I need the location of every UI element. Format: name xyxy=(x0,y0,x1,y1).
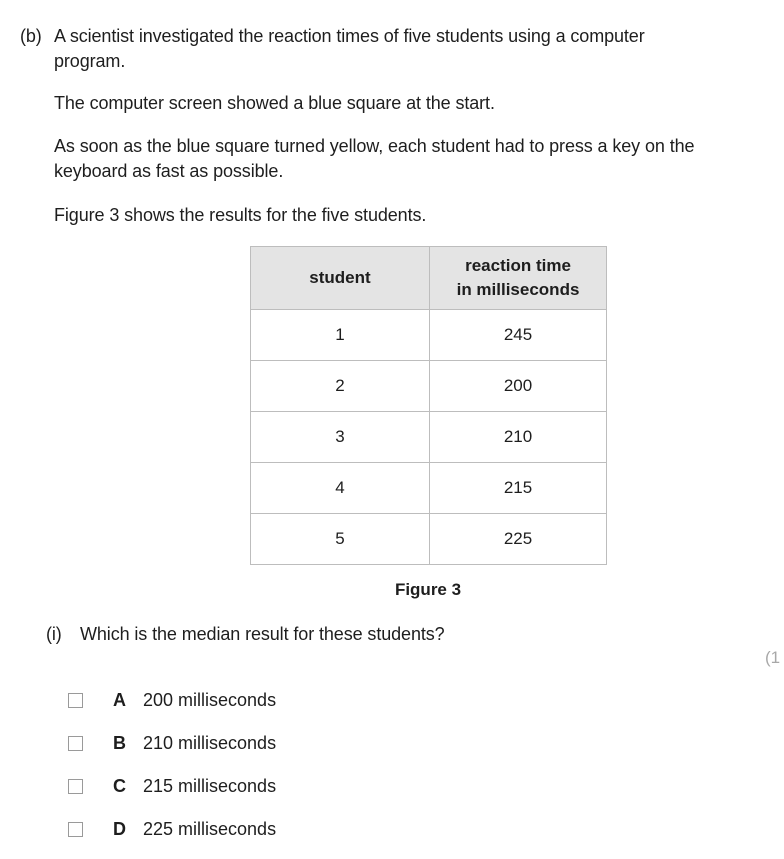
option-d-text: 225 milliseconds xyxy=(143,818,277,839)
table-row xyxy=(251,514,607,565)
option-c[interactable] xyxy=(68,773,276,799)
cell-reaction-time: 200 xyxy=(430,361,607,412)
option-a-letter: A xyxy=(113,689,126,710)
option-a[interactable] xyxy=(68,687,276,713)
figure-caption: Figure 3 xyxy=(394,580,462,599)
table-header-row xyxy=(251,247,607,310)
results-table xyxy=(250,246,607,565)
option-c-checkbox[interactable] xyxy=(68,779,83,794)
option-a-text: 200 milliseconds xyxy=(143,689,277,710)
cell-reaction-time: 225 xyxy=(430,514,607,565)
option-d-letter: D xyxy=(113,818,126,839)
question-intro-line-2: program. xyxy=(54,51,126,71)
cell-student: 4 xyxy=(251,463,430,514)
option-b-text: 210 milliseconds xyxy=(143,732,277,753)
option-a-checkbox[interactable] xyxy=(68,693,83,708)
option-d-checkbox[interactable] xyxy=(68,822,83,837)
header-student: student xyxy=(251,247,430,310)
paragraph-instructions-line-2: keyboard as fast as possible. xyxy=(54,161,284,181)
cell-student: 3 xyxy=(251,412,430,463)
option-b-checkbox[interactable] xyxy=(68,736,83,751)
question-intro-line-1: A scientist investigated the reaction times of five students using a computer xyxy=(54,26,645,46)
header-reaction-time-line-2: in milliseconds xyxy=(456,280,580,299)
option-b[interactable] xyxy=(68,730,276,756)
option-d[interactable] xyxy=(68,816,276,842)
sub-question-text: Which is the median result for these students? xyxy=(80,624,445,644)
table-row xyxy=(251,310,607,361)
paragraph-blue-square: The computer screen showed a blue square at the start. xyxy=(54,93,495,113)
paragraph-figure-reference: Figure 3 shows the results for the five students. xyxy=(54,205,427,225)
option-c-text: 215 milliseconds xyxy=(143,775,277,796)
paragraph-instructions xyxy=(54,134,769,184)
question-intro xyxy=(54,24,754,74)
cell-reaction-time: 210 xyxy=(430,412,607,463)
question-part-label: (b) xyxy=(20,26,42,46)
cell-student: 1 xyxy=(251,310,430,361)
cell-student: 5 xyxy=(251,514,430,565)
header-reaction-time-line-1: reaction time xyxy=(465,256,571,275)
cell-reaction-time: 215 xyxy=(430,463,607,514)
option-b-letter: B xyxy=(113,732,126,753)
option-c-letter: C xyxy=(113,775,126,796)
cell-student: 2 xyxy=(251,361,430,412)
marks-indicator: (1 xyxy=(765,648,781,667)
table-row xyxy=(251,361,607,412)
cell-reaction-time: 245 xyxy=(430,310,607,361)
sub-question-label: (i) xyxy=(46,624,62,644)
table-row xyxy=(251,463,607,514)
paragraph-instructions-line-1: As soon as the blue square turned yellow, each student had to press a key on the xyxy=(54,136,695,156)
table-row xyxy=(251,412,607,463)
header-reaction-time xyxy=(430,247,607,310)
